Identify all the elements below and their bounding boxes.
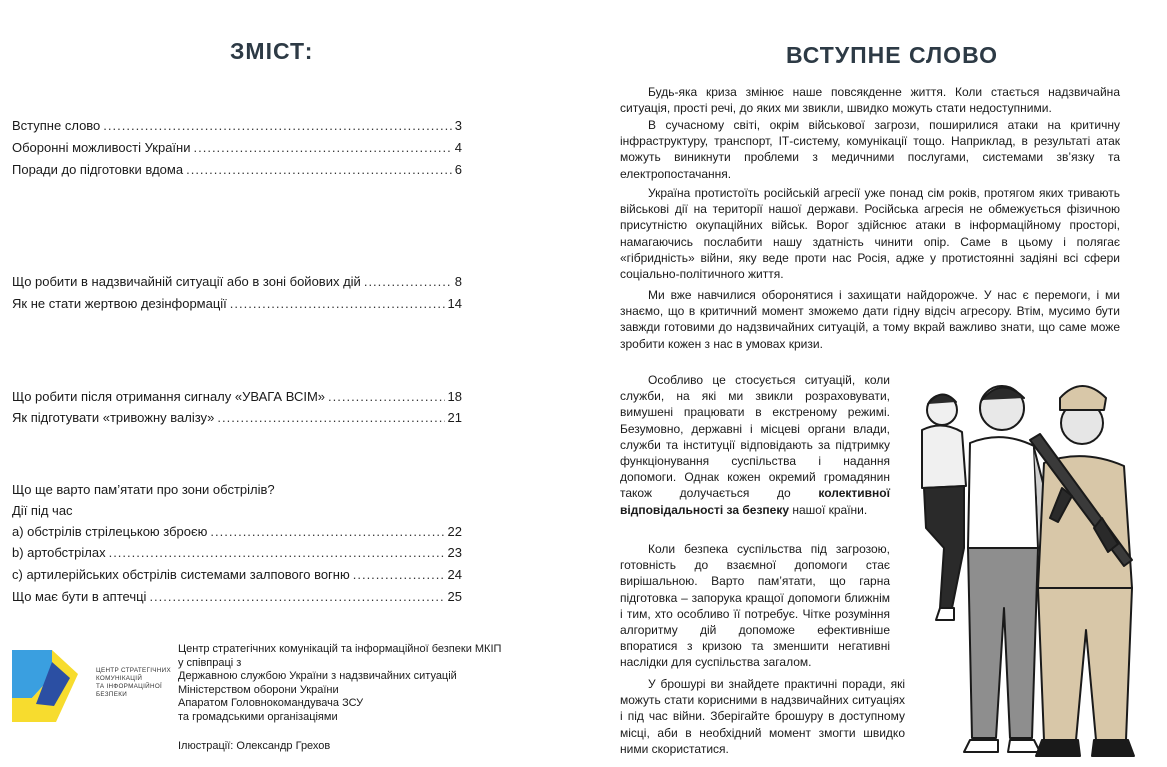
logo-text-line: КОМУНІКАЦІЙ xyxy=(96,675,143,682)
credits-block xyxy=(178,643,501,724)
toc-entry[interactable] xyxy=(12,545,462,561)
toc-entry[interactable] xyxy=(12,589,462,605)
toc-entry-page: 18 xyxy=(447,389,462,404)
toc-entry-title: с) артилерійських обстрілів системами залпового вогню xyxy=(12,567,350,582)
toc-entry[interactable] xyxy=(12,567,462,583)
toc-section-heading: Що ще варто пам’ятати про зони обстрілів? xyxy=(12,482,275,497)
leader-dots xyxy=(186,162,452,178)
toc-entry-page: 22 xyxy=(447,524,462,539)
toc-entry[interactable] xyxy=(12,118,462,134)
cscis-logo xyxy=(12,646,86,722)
leader-dots xyxy=(109,545,445,561)
intro-title: ВСТУПНЕ СЛОВО xyxy=(786,42,998,68)
logo-text-line: БЕЗПЕКИ xyxy=(96,691,128,698)
leader-dots xyxy=(210,524,444,540)
toc-entry-page: 3 xyxy=(454,118,462,133)
paragraph-text: нашої країни. xyxy=(789,502,868,517)
toc-entry[interactable] xyxy=(12,162,462,178)
toc-entry-page: 23 xyxy=(447,545,462,560)
paragraph-text: Особливо це стосується ситуацій, коли служби, на які ми звикли розраховувати, вимушені працювати в екстреному режимі. Безумовно, державні і місцеві органи влади, служби та інституції відповідають за підтримку функціонування суспільства і надання допомоги. Однак кожен окремий громадянин також долучається до xyxy=(620,373,890,501)
toc-section-sub: Дії під час xyxy=(12,503,73,518)
toc-entry[interactable] xyxy=(12,274,462,290)
leader-dots xyxy=(217,410,444,426)
leader-dots xyxy=(103,118,451,134)
illustrator-credit: Ілюстрації: Олександр Грехов xyxy=(178,740,331,752)
emphasis-text: колективної відповідальності за безпеку xyxy=(620,486,890,517)
family-soldier-illustration xyxy=(912,368,1147,763)
paragraph: Будь-яка криза змінює наше повсякденне життя. Коли стається надзвичайна ситуація, прості речі, до яких ми звикли, швидко можуть стати недоступними. xyxy=(620,85,1120,116)
logo-text-line: ТА ІНФОРМАЦІЙНОЇ xyxy=(96,683,163,690)
leader-dots xyxy=(194,140,452,156)
toc-entry[interactable] xyxy=(12,140,462,156)
leader-dots xyxy=(328,389,445,405)
toc-entry-title: Поради до підготовки вдома xyxy=(12,162,184,177)
logo-text xyxy=(96,667,171,699)
toc-entry-page: 21 xyxy=(447,410,462,425)
toc-entry-page: 4 xyxy=(454,140,462,155)
credits-line: та громадськими організаціями xyxy=(178,710,338,723)
leader-dots xyxy=(353,567,445,583)
credits-line: Міністерством оборони України xyxy=(178,683,339,696)
toc-entry-title: Як не стати жертвою дезінформації xyxy=(12,296,227,311)
toc-entry-page: 8 xyxy=(454,274,462,289)
credits-line: Апаратом Головнокомандувача ЗСУ xyxy=(178,697,364,709)
toc-page xyxy=(0,0,580,767)
paragraph: Коли безпека суспільства під загрозою, готовність до взаємної допомоги стає вирішальною. Варто пам’ятати, що гарна підготовка – запорука кращої допомоги ближнім і тим, хто особливо її потребує. Чітке розуміння алгоритму дій допоможе ефективніше впоратися з кризою та зменшити негативні наслідки для суспільства загалом. xyxy=(620,542,890,670)
toc-entry-title: Що робити після отримання сигналу «УВАГА ВСІМ» xyxy=(12,389,326,404)
paragraph: У брошурі ви знайдете практичні поради, які можуть стати корисними в надзвичайних ситуаціях і під час війни. Зберігайте брошуру в доступному місці, аби в необхідний момент змогти швидко ними скористатися. xyxy=(620,677,905,756)
credits-line: Державною службою України з надзвичайних ситуацій xyxy=(178,670,457,682)
toc-entry[interactable] xyxy=(12,389,462,405)
paragraph: Ми вже навчилися оборонятися і захищати найдорожче. У нас є перемоги, і ми знаємо, що в критичний момент зможемо дати гідну відсіч агресору. Втім, мусимо бути завжди готовими до надзвичайних ситуацій, а тому вкрай важливо знати, що саме може зробити кожен з нас в умовах кризи. xyxy=(620,288,1120,351)
toc-title: ЗМІСТ: xyxy=(230,38,314,64)
leader-dots xyxy=(230,296,445,312)
toc-entry-title: Оборонні можливості України xyxy=(12,140,191,155)
toc-entry-title: Що робити в надзвичайній ситуації або в зоні бойових дій xyxy=(12,274,361,289)
toc-entry-page: 6 xyxy=(454,162,462,177)
intro-page xyxy=(590,0,1167,767)
leader-dots xyxy=(149,589,444,605)
toc-entry-title: Як підготувати «тривожну валізу» xyxy=(12,410,215,425)
toc-entry-title: Вступне слово xyxy=(12,118,101,133)
credits-line: Центр стратегічних комунікацій та інформаційної безпеки МКІП xyxy=(178,643,502,655)
leader-dots xyxy=(364,274,452,290)
toc-entry-title: b) артобстрілах xyxy=(12,545,106,560)
toc-entry-page: 14 xyxy=(447,296,462,311)
toc-entry-page: 25 xyxy=(447,589,462,604)
logo-text-line: ЦЕНТР СТРАТЕГІЧНИХ xyxy=(96,667,171,674)
toc-entry-title: Що має бути в аптечці xyxy=(12,589,147,604)
toc-entry-title: а) обстрілів стрілецькою зброєю xyxy=(12,524,208,539)
paragraph: В сучасному світі, окрім військової загрози, поширилися атаки на критичну інфраструктуру, транспорт, ІТ-систему, комунікації тощо. Наприклад, в результаті атак можуть виникнути проблеми з медичними послугами, системами зв’язку та електропостачання. xyxy=(620,118,1120,181)
paragraph xyxy=(620,372,890,518)
credits-line: у співпраці з xyxy=(178,656,242,669)
toc-entry[interactable] xyxy=(12,524,462,540)
paragraph: Україна протистоїть російській агресії уже понад сім років, протягом яких тривають військові дії на території нашої держави. Російська агресія не обмежується фізичною присутністю окупаційних військ. Ворог здійснює атаки в інформаційному просторі, намагаючись послабити нашу здатність чинити опір. Саме в цьому і полягає «гібридність» війни, яку веде проти нас Росія, адже у протистоянні задіяні всі сфери соціально-політичного життя. xyxy=(620,186,1120,282)
toc-entry[interactable] xyxy=(12,296,462,312)
toc-entry-page: 24 xyxy=(447,567,462,582)
toc-entry[interactable] xyxy=(12,410,462,426)
